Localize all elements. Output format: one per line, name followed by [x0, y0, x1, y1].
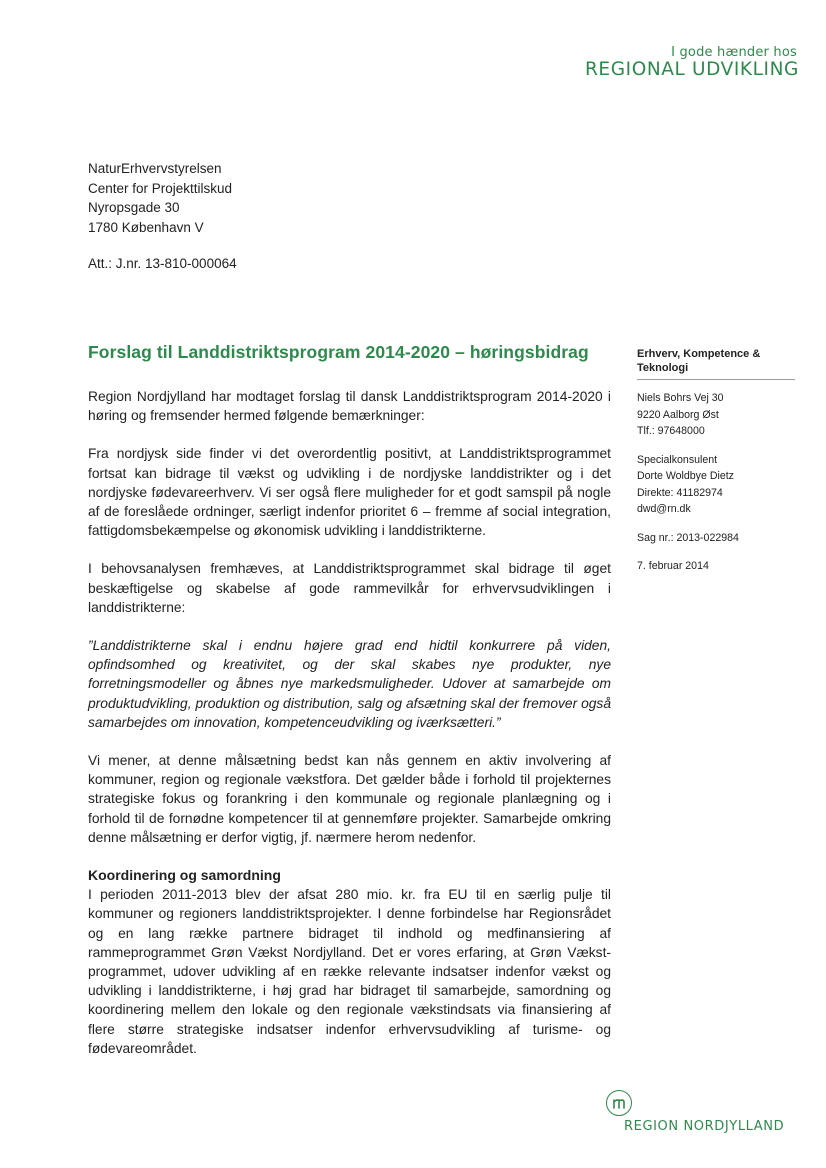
recipient-address [88, 159, 232, 237]
contact-email[interactable]: dwd@rn.dk [637, 503, 691, 515]
contact-name: Dorte Woldbye Dietz [637, 470, 734, 482]
body-paragraph: Vi mener, at denne målsætning bedst kan nås gennem en aktiv involvering af kommuner, region og regionale vækstfora. Det gælder både i forhold til projekternes strategiske fokus og forankring i den kommunale og regionale planlægning og i forhold til de fornødne kompetencer til at gennemføre projekter. Samarbejde omkring denne målsætning er derfor vigtig, jf. nærmere herom nedenfor. [88, 753, 611, 845]
sidebar-divider [637, 379, 795, 380]
letterhead-tagline: I gode hænder hos [671, 45, 797, 60]
rn-logo-icon [606, 1090, 632, 1116]
contact-person [637, 452, 797, 518]
attention-reference: Att.: J.nr. 13-810-000064 [88, 256, 237, 271]
recipient-line: Nyropsgade 30 [88, 200, 180, 216]
body-paragraph: I perioden 2011-2013 blev der afsat 280 mio. kr. fra EU til en særlig pulje til kommuner og regioners landdistriktsprojekter. I denne forbindelse har Regionsrådet og en lang række partnere bidraget til indhold og medfinansiering af rammeprogrammet Grøn Vækst Nordjylland. Det er vores erfaring, at Grøn Vækst-programmet, udover udvikling af en række relevante indsatser indenfor vækst og udvikling i landdistrikterne, i høj grad har bidraget til samarbejde, samordning og koordinering mellem den lokale og den regionale vækstindsats via finansiering af flere større strategiske indsatser indenfor erhvervsudvikling af turisme- og fødevareområdet. [88, 887, 611, 1056]
sender-address [637, 390, 797, 440]
contact-role: Specialkonsulent [637, 453, 718, 466]
recipient-line: NaturErhvervstyrelsen [88, 161, 222, 176]
body-paragraph: Region Nordjylland har modtaget forslag til dansk Landdistriktsprogram 2014-2020 i høring og fremsender hermed følgende bemærkninger: [88, 389, 611, 424]
sender-sidebar [637, 347, 797, 575]
address-line: Niels Bohrs Vej 30 [637, 392, 724, 404]
body-paragraph: Fra nordjysk side finder vi det overordentlig positivt, at Landdistriktsprogrammet fortsat kan bidrage til vækst og udvikling i de nordjyske landdistrikter og i det nordjyske fødevareerhverv. Vi ser også flere muligheder for et godt samspil på nogle af de foreslåede ordninger, særligt indenfor prioritet 6 – fremme af social integration, fattigdomsbekæmpelse og økonomisk udvikling i landdistrikterne. [88, 446, 611, 539]
quoted-paragraph: ”Landdistrikterne skal i endnu højere grad end hidtil konkurrere på viden, opfindsomhed og kreativitet, og der skal skabes nye produkter, nye forretningsmodeller og åbnes nye markedsmuligheder. Udover at samarbejde om produktudvikling, produktion og distribution, salg og afsætning skal der fremover også samarbejdes om innovation, kompetenceudvikling og iværksætteri.” [88, 638, 611, 730]
address-line: 9220 Aalborg Øst [637, 408, 719, 421]
body-paragraph: I behovsanalysen fremhæves, at Landdistriktsprogrammet skal bidrage til øget beskæftigelse og skabelse af gode rammevilkår for erhvervsudviklingen i landdistrikterne: [88, 561, 611, 615]
contact-phone: Direkte: 41182974 [637, 486, 723, 499]
department-name: Erhverv, Kompetence & Teknologi [637, 348, 761, 374]
section-heading: Koordinering og samordning [88, 867, 281, 884]
letter-date: 7. februar 2014 [637, 560, 709, 572]
case-number: Sag nr.: 2013-022984 [637, 531, 739, 544]
recipient-line: 1780 København V [88, 219, 204, 235]
recipient-line: Center for Projekttilskud [88, 180, 233, 196]
letter-title: Forslag til Landdistriktsprogram 2014-2020 – høringsbidrag [88, 342, 589, 362]
phone-line: Tlf.: 97648000 [637, 425, 705, 437]
letterhead-unit: REGIONAL UDVIKLING [584, 59, 799, 80]
letter-body [88, 387, 611, 1077]
region-logo [606, 1090, 796, 1135]
region-logo-text: REGION NORDJYLLAND [624, 1119, 785, 1134]
